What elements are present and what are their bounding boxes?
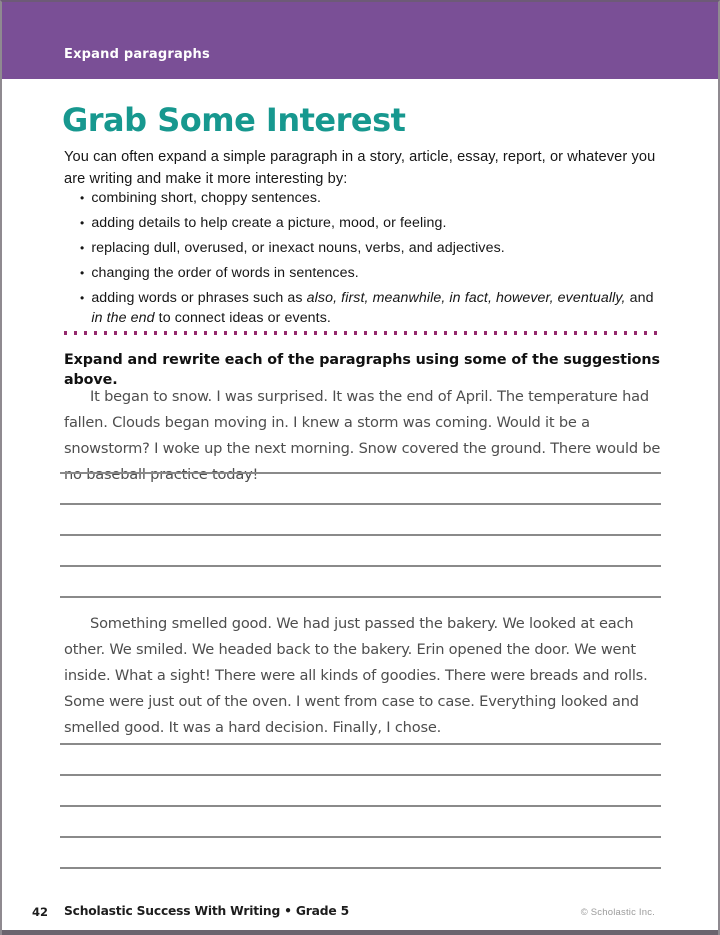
page-title: Grab Some Interest bbox=[62, 101, 406, 139]
bottom-bar bbox=[2, 930, 718, 935]
list-item-text: combining short, choppy sentences. bbox=[91, 190, 322, 206]
list-item bbox=[80, 238, 660, 258]
list-item-text: adding details to help create a picture, mood, or feeling. bbox=[91, 215, 447, 231]
page-number: 42 bbox=[32, 905, 49, 919]
footer bbox=[2, 902, 718, 924]
intro-text: You can often expand a simple paragraph in a story, article, essay, report, or whatever you are writing and make it more interesting by: bbox=[64, 149, 656, 187]
copyright-notice: © Scholastic Inc. bbox=[580, 907, 655, 918]
writing-line bbox=[60, 836, 661, 867]
writing-lines-group bbox=[60, 743, 661, 898]
list-item-text: replacing dull, overused, or inexact nouns, verbs, and adjectives. bbox=[91, 240, 505, 256]
suggestions-list bbox=[80, 188, 660, 333]
writing-line bbox=[60, 867, 661, 898]
list-item-text: changing the order of words in sentences. bbox=[91, 265, 359, 281]
list-item bbox=[80, 213, 660, 233]
header-label: Expand paragraphs bbox=[64, 47, 210, 62]
writing-line bbox=[60, 472, 661, 503]
bullet-icon: • bbox=[80, 291, 85, 305]
header-band bbox=[2, 2, 718, 79]
book-title: Scholastic Success With Writing • Grade 5 bbox=[64, 904, 349, 918]
instruction-text: Expand and rewrite each of the paragraphs using some of the suggestions above. bbox=[64, 352, 660, 388]
writing-line bbox=[60, 503, 661, 534]
bullet-icon: • bbox=[80, 266, 85, 280]
writing-line bbox=[60, 534, 661, 565]
list-item-text: adding words or phrases such as also, first, meanwhile, in fact, however, eventually, and in the end to connect ideas or events. bbox=[91, 290, 654, 326]
writing-line bbox=[60, 805, 661, 836]
writing-line bbox=[60, 743, 661, 774]
bullet-icon: • bbox=[80, 241, 85, 255]
writing-line bbox=[60, 774, 661, 805]
writing-lines-group bbox=[60, 472, 661, 627]
list-item bbox=[80, 188, 660, 208]
writing-line bbox=[60, 565, 661, 596]
list-item bbox=[80, 288, 660, 328]
bullet-icon: • bbox=[80, 191, 85, 205]
exercise-paragraph: It began to snow. I was surprised. It was the end of April. The temperature had fallen. Clouds began moving in. I knew a storm was coming. Would it be a snowstorm? I woke up the next morning. Snow covered the ground. There would be no baseball practice today! bbox=[64, 388, 661, 483]
list-item bbox=[80, 263, 660, 283]
dotted-divider bbox=[64, 331, 659, 335]
exercise-paragraph: Something smelled good. We had just passed the bakery. We looked at each other. We smiled. We headed back to the bakery. Erin opened the door. We went inside. What a sight! There were all kinds of goodies. There were breads and rolls. Some were just out of the oven. I went from case to case. Everything looked and smelled good. It was a hard decision. Finally, I chose. bbox=[64, 615, 648, 736]
bullet-icon: • bbox=[80, 216, 85, 230]
